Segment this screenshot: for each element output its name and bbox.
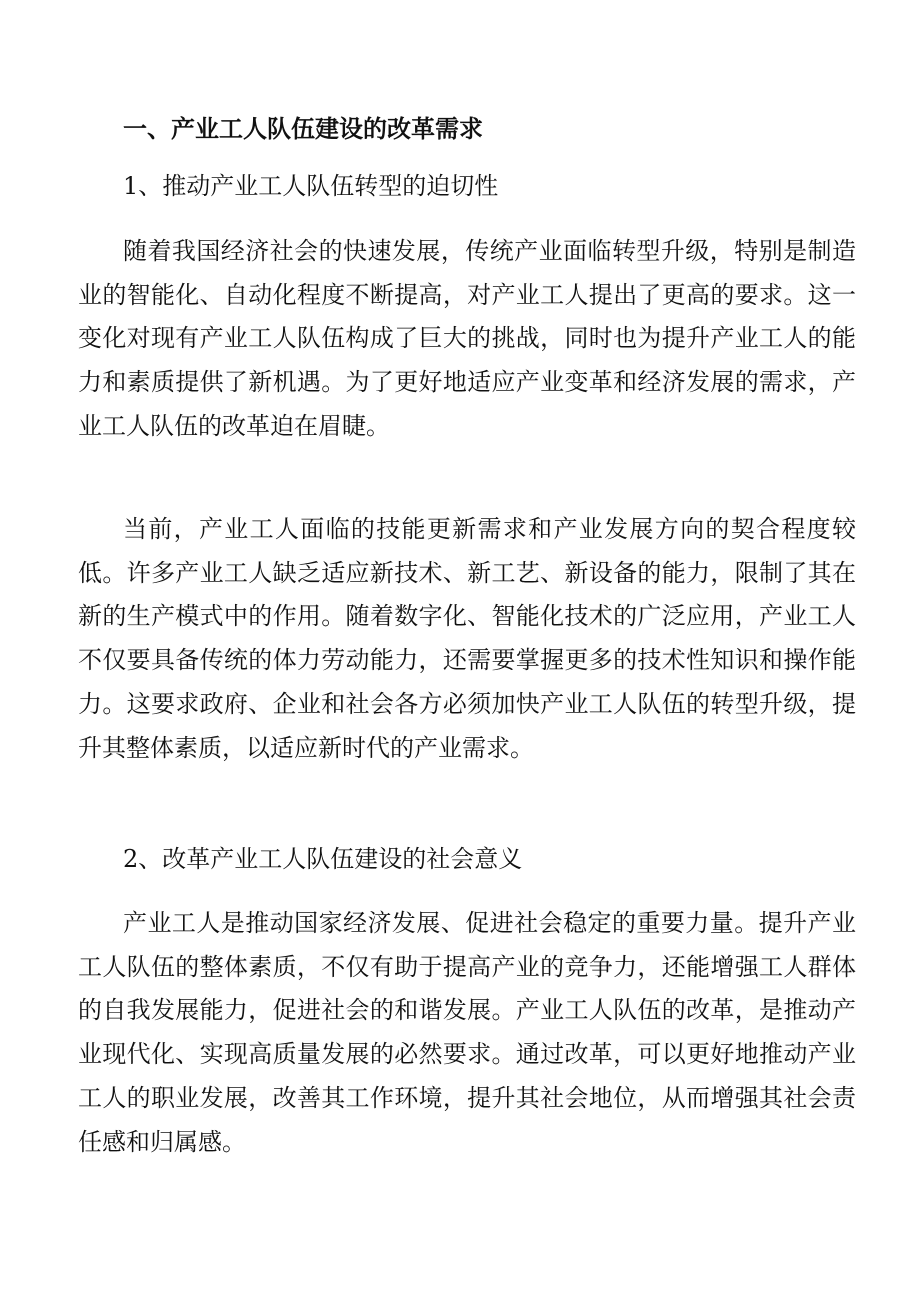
section-title: 一、产业工人队伍建设的改革需求 (123, 114, 483, 143)
subsection-1-paragraph-2: 当前，产业工人面临的技能更新需求和产业发展方向的契合程度较低。许多产业工人缺乏适应新技术、新工艺、新设备的能力，限制了其在新的生产模式中的作用。随着数字化、智能化技术的广泛应用，产业工人不仅要具备传统的体力劳动能力，还需要掌握更多的技术性知识和操作能力。这要求政府、企业和社会各方必须加快产业工人队伍的转型升级，提升其整体素质，以适应新时代的产业需求。 (78, 515, 856, 762)
subsection-1-paragraph-1: 随着我国经济社会的快速发展，传统产业面临转型升级，特别是制造业的智能化、自动化程度不断提高，对产业工人提出了更高的要求。这一变化对现有产业工人队伍构成了巨大的挑战，同时也为提升产业工人的能力和素质提供了新机遇。为了更好地适应产业变革和经济发展的需求，产业工人队伍的改革迫在眉睫。 (78, 237, 856, 440)
subsection-2-paragraph-1: 产业工人是推动国家经济发展、促进社会稳定的重要力量。提升产业工人队伍的整体素质，不仅有助于提高产业的竞争力，还能增强工人群体的自我发展能力，促进社会的和谐发展。产业工人队伍的改革，是推动产业现代化、实现高质量发展的必然要求。通过改革，可以更好地推动产业工人的职业发展，改善其工作环境，提升其社会地位，从而增强其社会责任感和归属感。 (78, 909, 856, 1156)
subsection-1-title: 1、推动产业工人队伍转型的迫切性 (123, 172, 499, 200)
subsection-2-title: 2、改革产业工人队伍建设的社会意义 (123, 845, 523, 873)
